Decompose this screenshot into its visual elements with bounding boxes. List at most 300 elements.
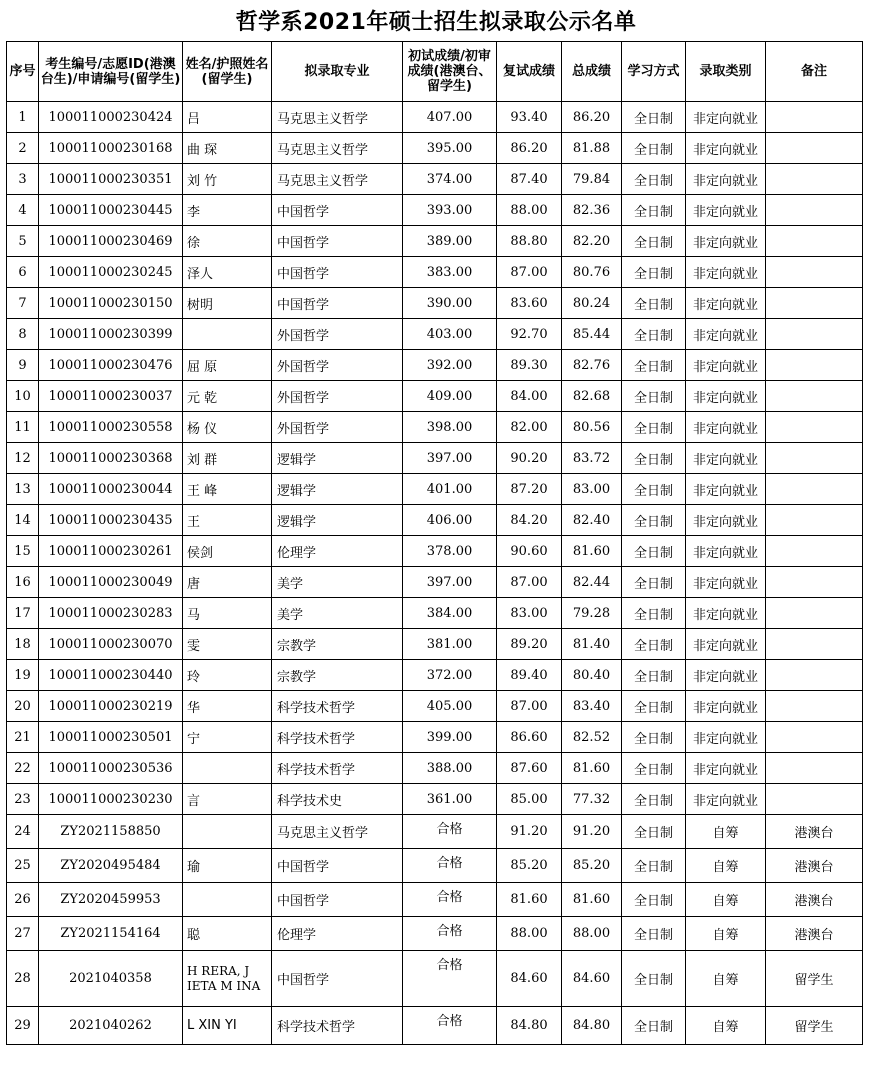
cell-id: 100011000230044: [39, 474, 183, 505]
cell-name: 侯剑: [183, 536, 272, 567]
cell-total: 80.40: [562, 660, 622, 691]
cell-category: 非定向就业: [686, 102, 766, 133]
cell-seq: 11: [7, 412, 39, 443]
cell-total: 82.36: [562, 195, 622, 226]
cell-note: 港澳台: [766, 815, 863, 849]
cell-category: 非定向就业: [686, 164, 766, 195]
cell-id: 100011000230424: [39, 102, 183, 133]
cell-note: 留学生: [766, 1007, 863, 1045]
cell-name: 马: [183, 598, 272, 629]
cell-note: [766, 381, 863, 412]
cell-total: 80.24: [562, 288, 622, 319]
cell-note: [766, 443, 863, 474]
cell-total: 80.76: [562, 257, 622, 288]
cell-note: [766, 412, 863, 443]
cell-major: 马克思主义哲学: [272, 164, 403, 195]
cell-total: 81.88: [562, 133, 622, 164]
cell-category: 非定向就业: [686, 257, 766, 288]
table-row: [7, 629, 863, 660]
table-row: [7, 443, 863, 474]
cell-retest: 85.20: [497, 849, 562, 883]
cell-total: 77.32: [562, 784, 622, 815]
cell-id: 100011000230445: [39, 195, 183, 226]
cell-total: 85.20: [562, 849, 622, 883]
cell-note: [766, 226, 863, 257]
cell-major: 中国哲学: [272, 226, 403, 257]
table-row: [7, 951, 863, 1007]
cell-retest: 92.70: [497, 319, 562, 350]
cell-name: 徐: [183, 226, 272, 257]
cell-name: [183, 753, 272, 784]
cell-total: 82.44: [562, 567, 622, 598]
cell-total: 82.20: [562, 226, 622, 257]
cell-name: 王: [183, 505, 272, 536]
cell-note: [766, 164, 863, 195]
cell-name: L XIN YI: [183, 1007, 272, 1045]
table-row: [7, 784, 863, 815]
cell-id: 100011000230230: [39, 784, 183, 815]
cell-major: 科学技术哲学: [272, 1007, 403, 1045]
cell-initial: 合格: [403, 849, 497, 883]
table-row: [7, 722, 863, 753]
table-row: [7, 350, 863, 381]
cell-note: [766, 474, 863, 505]
cell-major: 马克思主义哲学: [272, 102, 403, 133]
cell-name: 瑜: [183, 849, 272, 883]
cell-category: 非定向就业: [686, 753, 766, 784]
cell-total: 83.00: [562, 474, 622, 505]
cell-seq: 3: [7, 164, 39, 195]
cell-note: [766, 753, 863, 784]
cell-id: 100011000230536: [39, 753, 183, 784]
cell-id: 100011000230168: [39, 133, 183, 164]
cell-seq: 16: [7, 567, 39, 598]
cell-id: 100011000230261: [39, 536, 183, 567]
cell-seq: 10: [7, 381, 39, 412]
cell-initial: 398.00: [403, 412, 497, 443]
cell-category: 非定向就业: [686, 567, 766, 598]
cell-initial: 383.00: [403, 257, 497, 288]
cell-category: 非定向就业: [686, 598, 766, 629]
cell-seq: 22: [7, 753, 39, 784]
cell-name: 杨 仪: [183, 412, 272, 443]
cell-seq: 6: [7, 257, 39, 288]
cell-note: [766, 598, 863, 629]
table-row: [7, 381, 863, 412]
cell-name: 树明: [183, 288, 272, 319]
cell-note: 港澳台: [766, 849, 863, 883]
cell-mode: 全日制: [622, 917, 686, 951]
table-row: [7, 849, 863, 883]
cell-seq: 25: [7, 849, 39, 883]
cell-initial: 405.00: [403, 691, 497, 722]
cell-name: 聪: [183, 917, 272, 951]
cell-note: 港澳台: [766, 917, 863, 951]
cell-category: 非定向就业: [686, 474, 766, 505]
header-retest: 复试成绩: [497, 42, 562, 102]
cell-major: 美学: [272, 567, 403, 598]
cell-mode: 全日制: [622, 381, 686, 412]
cell-name: [183, 883, 272, 917]
cell-mode: 全日制: [622, 883, 686, 917]
cell-total: 86.20: [562, 102, 622, 133]
cell-mode: 全日制: [622, 257, 686, 288]
cell-retest: 83.00: [497, 598, 562, 629]
cell-initial: 合格: [403, 1007, 497, 1045]
cell-mode: 全日制: [622, 1007, 686, 1045]
cell-retest: 81.60: [497, 883, 562, 917]
cell-total: 81.40: [562, 629, 622, 660]
cell-initial: 合格: [403, 917, 497, 951]
header-seq: 序号: [7, 42, 39, 102]
cell-total: 81.60: [562, 753, 622, 784]
cell-major: 外国哲学: [272, 381, 403, 412]
cell-retest: 88.00: [497, 195, 562, 226]
cell-major: 科学技术史: [272, 784, 403, 815]
cell-major: 中国哲学: [272, 951, 403, 1007]
cell-total: 79.84: [562, 164, 622, 195]
table-row: [7, 536, 863, 567]
header-id: 考生编号/志愿ID(港澳台生)/申请编号(留学生): [39, 42, 183, 102]
cell-mode: 全日制: [622, 164, 686, 195]
cell-id: 100011000230476: [39, 350, 183, 381]
cell-mode: 全日制: [622, 598, 686, 629]
cell-seq: 28: [7, 951, 39, 1007]
cell-total: 82.68: [562, 381, 622, 412]
cell-category: 非定向就业: [686, 505, 766, 536]
cell-major: 外国哲学: [272, 350, 403, 381]
table-row: [7, 133, 863, 164]
cell-seq: 7: [7, 288, 39, 319]
cell-category: 非定向就业: [686, 784, 766, 815]
page-title: 哲学系2021年硕士招生拟录取公示名单: [235, 10, 637, 35]
cell-initial: 374.00: [403, 164, 497, 195]
cell-category: 非定向就业: [686, 660, 766, 691]
cell-seq: 29: [7, 1007, 39, 1045]
cell-initial: 399.00: [403, 722, 497, 753]
cell-major: 伦理学: [272, 917, 403, 951]
cell-major: 科学技术哲学: [272, 753, 403, 784]
cell-initial: 403.00: [403, 319, 497, 350]
cell-category: 非定向就业: [686, 195, 766, 226]
cell-mode: 全日制: [622, 195, 686, 226]
cell-id: ZY2021158850: [39, 815, 183, 849]
cell-total: 83.72: [562, 443, 622, 474]
cell-id: 100011000230435: [39, 505, 183, 536]
cell-note: [766, 567, 863, 598]
table-row: [7, 753, 863, 784]
cell-retest: 89.20: [497, 629, 562, 660]
header-total: 总成绩: [562, 42, 622, 102]
cell-initial: 389.00: [403, 226, 497, 257]
cell-initial: 378.00: [403, 536, 497, 567]
cell-mode: 全日制: [622, 849, 686, 883]
cell-initial: 合格: [403, 883, 497, 917]
cell-id: 100011000230351: [39, 164, 183, 195]
header-category: 录取类别: [686, 42, 766, 102]
cell-seq: 4: [7, 195, 39, 226]
cell-retest: 84.80: [497, 1007, 562, 1045]
cell-name: 元 乾: [183, 381, 272, 412]
cell-mode: 全日制: [622, 567, 686, 598]
cell-initial: 392.00: [403, 350, 497, 381]
cell-name: [183, 815, 272, 849]
cell-note: [766, 722, 863, 753]
cell-note: [766, 195, 863, 226]
cell-mode: 全日制: [622, 102, 686, 133]
cell-seq: 8: [7, 319, 39, 350]
table-row: [7, 567, 863, 598]
cell-name: 言: [183, 784, 272, 815]
cell-id: 100011000230070: [39, 629, 183, 660]
cell-mode: 全日制: [622, 784, 686, 815]
cell-major: 逻辑学: [272, 505, 403, 536]
cell-note: [766, 691, 863, 722]
cell-major: 中国哲学: [272, 257, 403, 288]
cell-category: 非定向就业: [686, 133, 766, 164]
cell-name: [183, 319, 272, 350]
cell-category: 非定向就业: [686, 288, 766, 319]
cell-initial: 381.00: [403, 629, 497, 660]
cell-total: 80.56: [562, 412, 622, 443]
table-row: [7, 474, 863, 505]
cell-initial: 395.00: [403, 133, 497, 164]
cell-mode: 全日制: [622, 951, 686, 1007]
cell-category: 非定向就业: [686, 350, 766, 381]
cell-retest: 86.60: [497, 722, 562, 753]
cell-mode: 全日制: [622, 629, 686, 660]
cell-retest: 84.20: [497, 505, 562, 536]
cell-note: [766, 288, 863, 319]
table-row: [7, 102, 863, 133]
cell-category: 非定向就业: [686, 412, 766, 443]
cell-category: 自筹: [686, 1007, 766, 1045]
cell-retest: 82.00: [497, 412, 562, 443]
cell-note: [766, 257, 863, 288]
cell-seq: 5: [7, 226, 39, 257]
cell-major: 中国哲学: [272, 849, 403, 883]
cell-name: 曲 琛: [183, 133, 272, 164]
cell-initial: 372.00: [403, 660, 497, 691]
cell-category: 自筹: [686, 951, 766, 1007]
cell-mode: 全日制: [622, 443, 686, 474]
cell-category: 非定向就业: [686, 536, 766, 567]
cell-name: 玲: [183, 660, 272, 691]
cell-initial: 合格: [403, 815, 497, 849]
cell-name: 刘 竹: [183, 164, 272, 195]
cell-name: 李: [183, 195, 272, 226]
cell-seq: 19: [7, 660, 39, 691]
cell-total: 91.20: [562, 815, 622, 849]
table-row: [7, 815, 863, 849]
cell-mode: 全日制: [622, 722, 686, 753]
table-row: [7, 164, 863, 195]
cell-id: 100011000230440: [39, 660, 183, 691]
cell-retest: 87.20: [497, 474, 562, 505]
cell-initial: 397.00: [403, 567, 497, 598]
cell-id: 100011000230399: [39, 319, 183, 350]
cell-category: 非定向就业: [686, 691, 766, 722]
cell-mode: 全日制: [622, 505, 686, 536]
cell-retest: 84.60: [497, 951, 562, 1007]
cell-note: [766, 102, 863, 133]
cell-retest: 87.00: [497, 257, 562, 288]
cell-mode: 全日制: [622, 226, 686, 257]
cell-seq: 2: [7, 133, 39, 164]
cell-seq: 23: [7, 784, 39, 815]
cell-initial: 406.00: [403, 505, 497, 536]
cell-retest: 89.40: [497, 660, 562, 691]
cell-name: 华: [183, 691, 272, 722]
cell-retest: 87.40: [497, 164, 562, 195]
table-row: [7, 1007, 863, 1045]
header-major: 拟录取专业: [272, 42, 403, 102]
cell-category: 非定向就业: [686, 443, 766, 474]
cell-seq: 27: [7, 917, 39, 951]
cell-seq: 26: [7, 883, 39, 917]
cell-name: 宁: [183, 722, 272, 753]
cell-initial: 合格: [403, 951, 497, 1007]
cell-seq: 18: [7, 629, 39, 660]
table-row: [7, 598, 863, 629]
cell-name: 泽人: [183, 257, 272, 288]
cell-id: 100011000230049: [39, 567, 183, 598]
header-note: 备注: [766, 42, 863, 102]
cell-total: 83.40: [562, 691, 622, 722]
cell-initial: 401.00: [403, 474, 497, 505]
cell-name: 王 峰: [183, 474, 272, 505]
cell-retest: 85.00: [497, 784, 562, 815]
cell-major: 外国哲学: [272, 412, 403, 443]
cell-note: [766, 536, 863, 567]
cell-mode: 全日制: [622, 319, 686, 350]
cell-initial: 388.00: [403, 753, 497, 784]
cell-total: 82.40: [562, 505, 622, 536]
cell-category: 非定向就业: [686, 722, 766, 753]
cell-id: 100011000230219: [39, 691, 183, 722]
table-row: [7, 226, 863, 257]
cell-total: 84.60: [562, 951, 622, 1007]
cell-id: 100011000230037: [39, 381, 183, 412]
cell-id: 2021040358: [39, 951, 183, 1007]
cell-name: 唐: [183, 567, 272, 598]
cell-initial: 393.00: [403, 195, 497, 226]
cell-retest: 87.00: [497, 691, 562, 722]
table-row: [7, 917, 863, 951]
cell-total: 81.60: [562, 883, 622, 917]
cell-initial: 409.00: [403, 381, 497, 412]
cell-category: 自筹: [686, 849, 766, 883]
cell-retest: 90.20: [497, 443, 562, 474]
cell-total: 81.60: [562, 536, 622, 567]
cell-initial: 361.00: [403, 784, 497, 815]
cell-major: 外国哲学: [272, 319, 403, 350]
cell-category: 非定向就业: [686, 381, 766, 412]
cell-mode: 全日制: [622, 350, 686, 381]
cell-mode: 全日制: [622, 133, 686, 164]
cell-seq: 24: [7, 815, 39, 849]
cell-name: H RERA, J IETA M INA: [183, 951, 272, 1007]
cell-retest: 84.00: [497, 381, 562, 412]
cell-total: 84.80: [562, 1007, 622, 1045]
cell-total: 79.28: [562, 598, 622, 629]
cell-name: 屈 原: [183, 350, 272, 381]
cell-id: ZY2020459953: [39, 883, 183, 917]
cell-id: 100011000230283: [39, 598, 183, 629]
cell-retest: 83.60: [497, 288, 562, 319]
cell-initial: 384.00: [403, 598, 497, 629]
cell-category: 非定向就业: [686, 226, 766, 257]
cell-id: 2021040262: [39, 1007, 183, 1045]
cell-total: 82.52: [562, 722, 622, 753]
cell-note: [766, 660, 863, 691]
cell-retest: 88.00: [497, 917, 562, 951]
table-row: [7, 257, 863, 288]
cell-mode: 全日制: [622, 474, 686, 505]
cell-major: 宗教学: [272, 629, 403, 660]
admission-table: [6, 41, 863, 1045]
cell-note: [766, 505, 863, 536]
cell-note: 港澳台: [766, 883, 863, 917]
cell-mode: 全日制: [622, 660, 686, 691]
cell-retest: 87.60: [497, 753, 562, 784]
cell-total: 88.00: [562, 917, 622, 951]
header-mode: 学习方式: [622, 42, 686, 102]
header-initial: 初试成绩/初审成绩(港澳台、留学生): [403, 42, 497, 102]
table-row: [7, 660, 863, 691]
cell-major: 逻辑学: [272, 474, 403, 505]
cell-id: 100011000230150: [39, 288, 183, 319]
cell-major: 美学: [272, 598, 403, 629]
cell-major: 科学技术哲学: [272, 691, 403, 722]
cell-major: 中国哲学: [272, 288, 403, 319]
table-row: [7, 319, 863, 350]
cell-major: 中国哲学: [272, 883, 403, 917]
cell-note: [766, 133, 863, 164]
cell-initial: 390.00: [403, 288, 497, 319]
table-row: [7, 505, 863, 536]
table-row: [7, 883, 863, 917]
cell-seq: 17: [7, 598, 39, 629]
cell-seq: 1: [7, 102, 39, 133]
cell-mode: 全日制: [622, 536, 686, 567]
table-row: [7, 288, 863, 319]
cell-major: 马克思主义哲学: [272, 815, 403, 849]
cell-id: 100011000230245: [39, 257, 183, 288]
cell-total: 85.44: [562, 319, 622, 350]
cell-id: 100011000230368: [39, 443, 183, 474]
cell-initial: 407.00: [403, 102, 497, 133]
cell-seq: 14: [7, 505, 39, 536]
cell-major: 中国哲学: [272, 195, 403, 226]
cell-id: 100011000230558: [39, 412, 183, 443]
cell-mode: 全日制: [622, 288, 686, 319]
cell-retest: 89.30: [497, 350, 562, 381]
cell-retest: 91.20: [497, 815, 562, 849]
cell-category: 自筹: [686, 815, 766, 849]
cell-note: [766, 784, 863, 815]
cell-major: 伦理学: [272, 536, 403, 567]
cell-mode: 全日制: [622, 412, 686, 443]
cell-initial: 397.00: [403, 443, 497, 474]
cell-note: [766, 629, 863, 660]
cell-category: 自筹: [686, 917, 766, 951]
cell-note: [766, 350, 863, 381]
cell-id: ZY2021154164: [39, 917, 183, 951]
cell-major: 科学技术哲学: [272, 722, 403, 753]
cell-category: 非定向就业: [686, 629, 766, 660]
cell-id: 100011000230501: [39, 722, 183, 753]
